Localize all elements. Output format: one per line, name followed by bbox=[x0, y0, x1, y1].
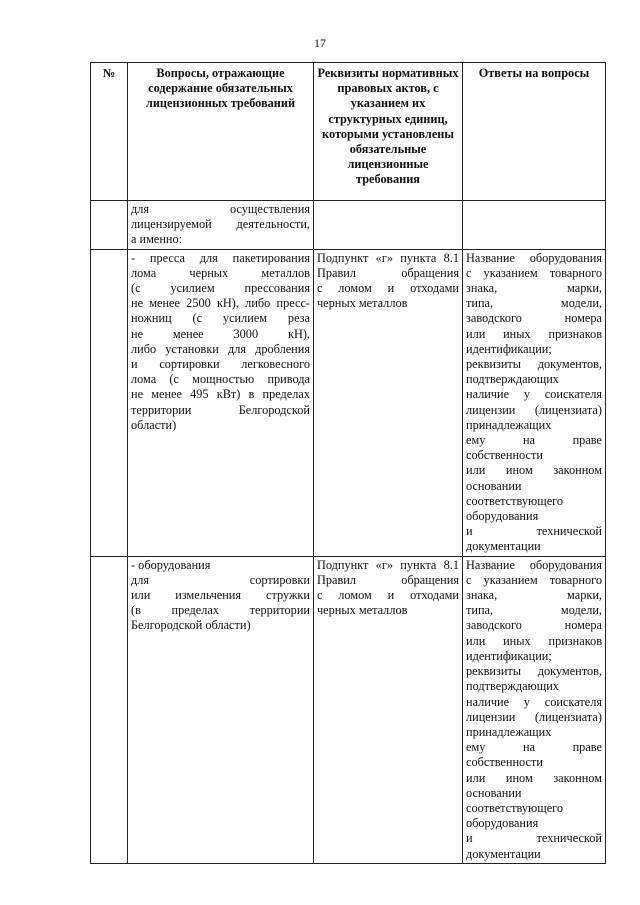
text-line: лицензии (лицензиата) bbox=[466, 709, 602, 724]
text-line: соответствующего bbox=[466, 493, 564, 508]
text-line: идентификации; bbox=[466, 341, 552, 356]
text-line: Белгородской области) bbox=[131, 618, 251, 633]
header-requisites: Реквизиты нормативных правовых актов, с указанием их структурных единиц, которыми установлены обязательные лицензионные требования bbox=[314, 63, 463, 201]
header-questions: Вопросы, отражающие содержание обязательных лицензионных требований bbox=[128, 63, 314, 201]
text-line: заводского номера bbox=[466, 618, 602, 633]
table-row bbox=[91, 201, 606, 250]
text-line: оборудования bbox=[466, 509, 539, 524]
text-line: или ином законном bbox=[466, 770, 602, 785]
table-row bbox=[91, 249, 606, 556]
text-line: или ином законном bbox=[466, 463, 602, 478]
row1-question bbox=[128, 201, 314, 250]
text-line: или измельчения стружки bbox=[131, 588, 310, 603]
text-line: и сортировки легковесного bbox=[131, 357, 310, 372]
text-line: Подпункт «г» пункта 8.1 bbox=[317, 557, 459, 572]
text-line: собственности bbox=[466, 755, 543, 770]
table-row bbox=[91, 556, 606, 863]
text-line: Название оборудования bbox=[466, 250, 602, 265]
text-line: для осуществления bbox=[131, 202, 310, 216]
text-line: Правил обращения bbox=[317, 572, 459, 587]
text-line: соответствующего bbox=[466, 800, 564, 815]
row2-requisites bbox=[314, 249, 463, 556]
text-line: черных металлов bbox=[317, 296, 408, 311]
row2-question bbox=[128, 249, 314, 556]
text-line: и технической bbox=[466, 524, 602, 539]
text-line: (с усилием прессования bbox=[131, 281, 310, 296]
text-line: Подпункт «г» пункта 8.1 bbox=[317, 250, 459, 265]
text-line: области) bbox=[131, 417, 177, 432]
text-line: для сортировки bbox=[131, 572, 310, 587]
text-line: лома (с мощностью привода bbox=[131, 372, 310, 387]
text-line: территории Белгородской bbox=[131, 402, 310, 417]
text-line: - оборудования bbox=[131, 557, 211, 572]
row3-number bbox=[91, 556, 128, 863]
text-line: или иных признаков bbox=[466, 326, 602, 341]
text-line: и технической bbox=[466, 831, 602, 846]
header-number: № bbox=[91, 63, 128, 201]
text-line: реквизиты документов, bbox=[466, 357, 602, 372]
text-line: не менее 495 кВт) в пределах bbox=[131, 387, 310, 402]
text-line: идентификации; bbox=[466, 648, 552, 663]
text-line: или иных признаков bbox=[466, 633, 602, 648]
text-line: не менее 3000 кН), bbox=[131, 326, 310, 341]
text-line: либо установки для дробления bbox=[131, 341, 310, 356]
row1-answer bbox=[463, 201, 606, 250]
row3-question bbox=[128, 556, 314, 863]
table-header-row bbox=[91, 63, 606, 201]
text-line: лицензируемой деятельности, bbox=[131, 217, 310, 232]
text-line: заводского номера bbox=[466, 311, 602, 326]
text-line: с указанием товарного bbox=[466, 265, 602, 280]
header-answers: Ответы на вопросы bbox=[463, 63, 606, 201]
text-line: документации bbox=[466, 539, 541, 554]
row3-answer bbox=[463, 556, 606, 863]
text-line: типа, модели, bbox=[466, 296, 602, 311]
text-line: знака, марки, bbox=[466, 281, 602, 296]
text-line: лицензии (лицензиата) bbox=[466, 402, 602, 417]
text-line: Название оборудования bbox=[466, 557, 602, 572]
page-number: 17 bbox=[314, 36, 326, 50]
text-line: с ломом и отходами bbox=[317, 588, 459, 603]
text-line: ножниц (с усилием реза bbox=[131, 311, 310, 326]
text-line: не менее 2500 кН), либо пресс- bbox=[131, 296, 310, 311]
text-line: основании bbox=[466, 785, 522, 800]
text-line: принадлежащих bbox=[466, 724, 552, 739]
text-line: принадлежащих bbox=[466, 417, 552, 432]
text-line: - пресса для пакетирования bbox=[131, 250, 310, 265]
text-line: лома черных металлов bbox=[131, 265, 310, 280]
row2-number bbox=[91, 249, 128, 556]
text-line: черных металлов bbox=[317, 603, 408, 618]
row3-requisites bbox=[314, 556, 463, 863]
text-line: (в пределах территории bbox=[131, 603, 310, 618]
text-line: ему на праве bbox=[466, 740, 602, 755]
text-line: оборудования bbox=[466, 816, 539, 831]
text-line: документации bbox=[466, 846, 541, 861]
text-line: подтверждающих bbox=[466, 679, 559, 694]
license-requirements-table bbox=[90, 62, 606, 864]
text-line: ему на праве bbox=[466, 433, 602, 448]
row1-requisites bbox=[314, 201, 463, 250]
text-line: с указанием товарного bbox=[466, 572, 602, 587]
row2-answer bbox=[463, 249, 606, 556]
text-line: реквизиты документов, bbox=[466, 664, 602, 679]
text-line: типа, модели, bbox=[466, 603, 602, 618]
text-line: собственности bbox=[466, 448, 543, 463]
text-line: основании bbox=[466, 478, 522, 493]
text-line: наличие у соискателя bbox=[466, 694, 602, 709]
text-line: с ломом и отходами bbox=[317, 281, 459, 296]
row1-number bbox=[91, 201, 128, 250]
text-line: знака, марки, bbox=[466, 588, 602, 603]
text-line: наличие у соискателя bbox=[466, 387, 602, 402]
text-line: подтверждающих bbox=[466, 372, 559, 387]
text-line: Правил обращения bbox=[317, 265, 459, 280]
text-line: а именно: bbox=[131, 232, 183, 247]
